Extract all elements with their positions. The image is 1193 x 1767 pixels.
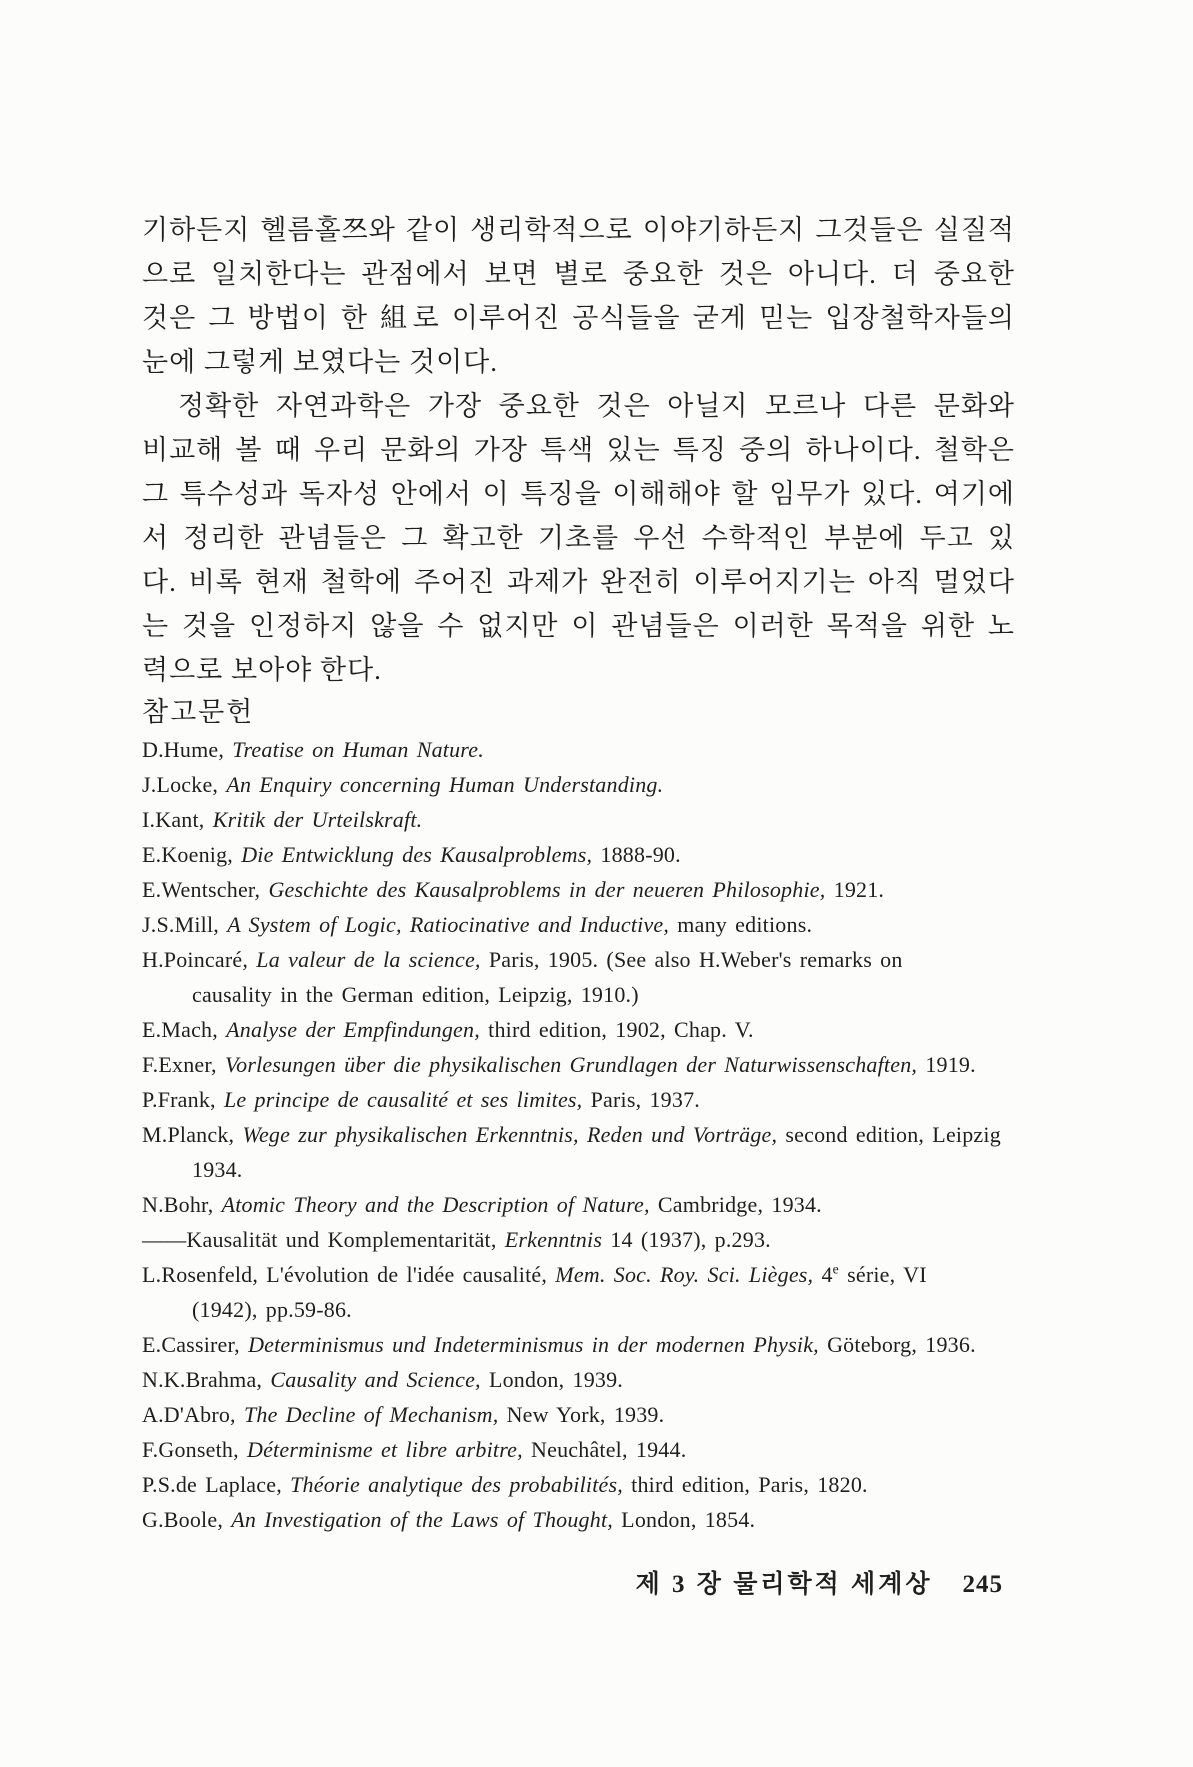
reference-text: E.Wentscher, [142,877,269,902]
reference-text: F.Exner, [142,1052,225,1077]
reference-text: third edition, 1902, Chap. V. [479,1017,754,1042]
reference-title: Wege zur physikalischen Erkenntnis, Reden und Vorträge, [242,1122,778,1147]
reference-title: The Decline of Mechanism, [243,1402,499,1427]
reference-line [142,1432,1015,1467]
reference-line [142,942,1015,977]
reference-title: Kritik der Urteilskraft. [212,807,423,832]
reference-text: causality in the German edition, Leipzig, 1910.) [192,982,639,1007]
reference-text: Cambridge, 1934. [649,1192,822,1217]
reference-text: third edition, Paris, 1820. [622,1472,868,1497]
body-text-line: 으로 일치한다는 관점에서 보면 별로 중요한 것은 아니다. 더 중요한 [142,259,1015,289]
reference-title: Analyse der Empfindungen, [226,1017,480,1042]
reference-text: D.Hume, [142,737,233,762]
reference-line [142,1012,1015,1047]
body-text-line: 정확한 자연과학은 가장 중요한 것은 아닐지 모르나 다른 문화와 [178,391,1015,421]
reference-line [142,802,1015,837]
reference-text: E.Cassirer, [142,1332,249,1357]
body-text-line: 눈에 그렇게 보였다는 것이다. [142,347,498,377]
references-list [142,732,1015,1537]
reference-text: série, VI [838,1262,927,1287]
reference-text: N.K.Brahma, [142,1367,271,1392]
reference-text: L.Rosenfeld, L'évolution de l'idée causalité, [142,1262,556,1287]
reference-title: Atomic Theory and the Description of Nature, [221,1192,650,1217]
reference-text: A.D'Abro, [142,1402,244,1427]
reference-text: many editions. [669,912,813,937]
page-footer [636,1564,1003,1600]
reference-line [142,1187,1015,1222]
reference-line [142,1152,1015,1187]
reference-title: Causality and Science, [270,1367,481,1392]
reference-text: N.Bohr, [142,1192,222,1217]
reference-text: E.Mach, [142,1017,227,1042]
reference-line [142,977,1015,1012]
reference-line [142,1292,1015,1327]
reference-title: An Investigation of the Laws of Thought, [231,1507,613,1532]
reference-text: Paris, 1905. (See also H.Weber's remarks on [480,947,903,972]
body-text-line: 력으로 보아야 한다. [142,655,382,685]
reference-text: P.Frank, [142,1087,224,1112]
reference-title: A System of Logic, Ratiocinative and Inductive, [227,912,670,937]
reference-text: J.Locke, [142,772,227,797]
body-text-line: 것은 그 방법이 한 組로 이루어진 공식들을 굳게 믿는 입장철학자들의 [142,303,1015,333]
reference-title: An Enquiry concerning Human Understanding. [226,772,664,797]
footer-page-number: 245 [962,1571,1003,1598]
reference-title: Mem. Soc. Roy. Sci. Lièges, [555,1262,814,1287]
reference-title: La valeur de la science, [256,947,481,972]
reference-line [142,907,1015,942]
body-text-line: 기하든지 헬름홀쯔와 같이 생리학적으로 이야기하든지 그것들은 실질적 [142,215,1015,245]
reference-line [142,1467,1015,1502]
reference-line [142,1397,1015,1432]
reference-text: 4 [813,1262,833,1287]
reference-title: Die Entwicklung des Kausalproblems, [241,842,593,867]
footer-chapter-title: 제 3 장 물리학적 세계상 [635,1571,933,1598]
reference-text: second edition, Leipzig [777,1122,1001,1147]
reference-text: London, 1939. [480,1367,623,1392]
reference-line [142,1047,1015,1082]
reference-title: Théorie analytique des probabilités, [290,1472,623,1497]
reference-title: Determinismus und Indeterminismus in der modernen Physik, [248,1332,819,1357]
body-text-line: 서 정리한 관념들은 그 확고한 기초를 우선 수학적인 부분에 두고 있 [142,523,1015,553]
reference-line [142,1082,1015,1117]
reference-text: Paris, 1937. [582,1087,700,1112]
reference-line [142,767,1015,802]
reference-text: 14 (1937), p.293. [602,1227,771,1252]
body-text-line: 는 것을 인정하지 않을 수 없지만 이 관념들은 이러한 목적을 위한 노 [142,611,1015,641]
body-paragraphs [142,208,1015,692]
reference-title: Déterminisme et libre arbitre, [247,1437,523,1462]
reference-text: 1934. [192,1157,243,1182]
reference-text: 1919. [917,1052,976,1077]
reference-line [142,1327,1015,1362]
reference-text: 1888-90. [592,842,681,867]
page-content [142,208,1015,1537]
reference-text: 1921. [825,877,885,902]
reference-text: ——Kausalität und Komplementarität, [142,1227,505,1252]
references-heading: 참고문헌 [142,697,255,727]
reference-title: Erkenntnis [504,1227,603,1252]
body-text-line: 그 특수성과 독자성 안에서 이 특징을 이해해야 할 임무가 있다. 여기에 [142,479,1015,509]
reference-line [142,837,1015,872]
reference-line [142,1362,1015,1397]
reference-superscript: e [832,1261,839,1277]
reference-text: Neuchâtel, 1944. [522,1437,687,1462]
reference-title: Le principe de causalité et ses limites, [223,1087,583,1112]
reference-text: E.Koenig, [142,842,242,867]
reference-title: Vorlesungen über die physikalischen Grundlagen der Naturwissenschaften, [224,1052,918,1077]
reference-text: H.Poincaré, [142,947,257,972]
reference-text: I.Kant, [142,807,213,832]
reference-text: J.S.Mill, [142,912,228,937]
reference-text: Göteborg, 1936. [818,1332,976,1357]
reference-line [142,1257,1015,1292]
reference-line [142,1117,1015,1152]
reference-title: Treatise on Human Nature. [232,737,484,762]
reference-text: G.Boole, [142,1507,232,1532]
body-text-line: 비교해 볼 때 우리 문화의 가장 특색 있는 특징 중의 하나이다. 철학은 [142,435,1015,465]
reference-text: London, 1854. [612,1507,756,1532]
reference-line [142,1502,1015,1537]
reference-line [142,872,1015,907]
reference-text: F.Gonseth, [142,1437,247,1462]
reference-text: New York, 1939. [498,1402,665,1427]
body-text-line: 다. 비록 현재 철학에 주어진 과제가 완전히 이루어지기는 아직 멀었다 [142,567,1015,597]
reference-line [142,1222,1015,1257]
reference-line [142,732,1015,767]
reference-text: (1942), pp.59-86. [192,1297,352,1322]
reference-text: M.Planck, [142,1122,243,1147]
reference-text: P.S.de Laplace, [142,1472,291,1497]
reference-title: Geschichte des Kausalproblems in der neueren Philosophie, [268,877,826,902]
